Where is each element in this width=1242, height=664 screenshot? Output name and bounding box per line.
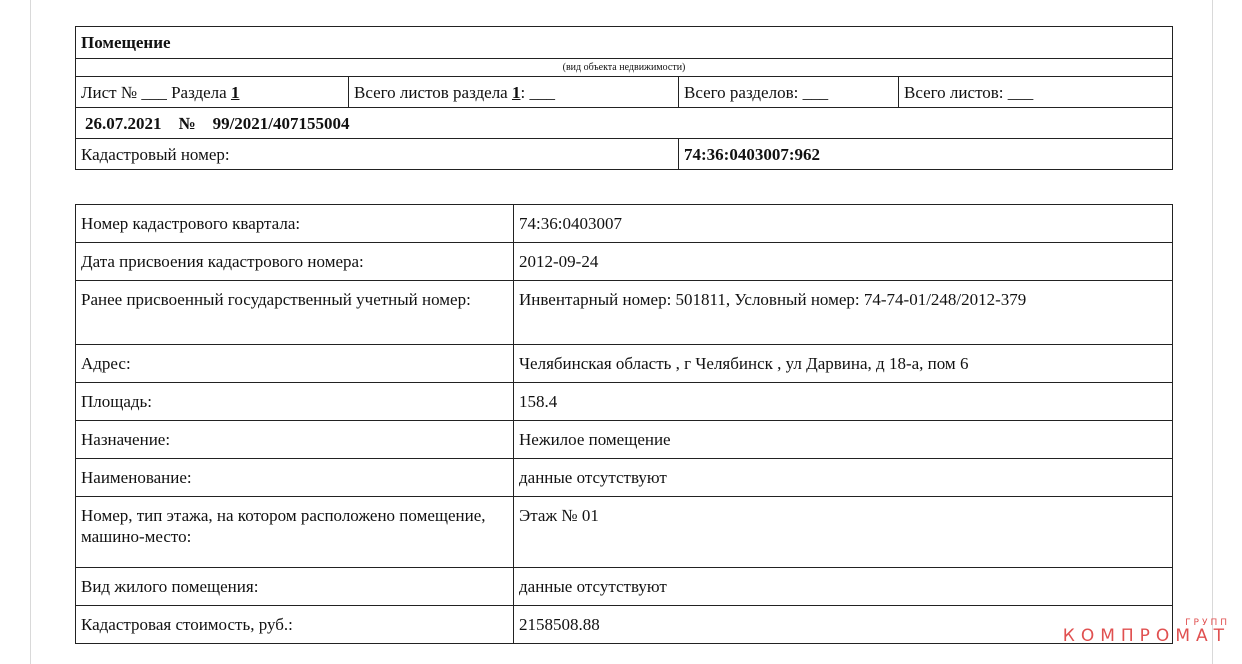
date-and-number: 26.07.2021 № 99/2021/407155004 [76,108,1173,139]
row-value: Этаж № 01 [514,497,1173,568]
row-label: Наименование: [76,459,514,497]
total-sections-cell: Всего разделов: ___ [679,77,899,108]
total-sheets-section-cell [349,77,679,108]
row-value: данные отсутствуют [514,568,1173,606]
property-details-table [75,204,1173,644]
sheet-label: Лист № ___ Раздела [81,82,227,102]
table-row [76,459,1173,497]
total-sheets-section-label: Всего листов раздела [354,82,508,102]
right-frame-line [1212,0,1213,664]
row-value: Челябинская область , г Челябинск , ул Дарвина, д 18-а, пом 6 [514,345,1173,383]
table-row [76,243,1173,281]
row-label: Назначение: [76,421,514,459]
sheet-section: 1 [230,82,240,102]
sheet-number-cell [76,77,349,108]
table-row [76,205,1173,243]
object-type-caption: (вид объекта недвижимости) [76,59,1173,77]
row-value: 74:36:0403007 [514,205,1173,243]
table-row [76,345,1173,383]
row-value: Нежилое помещение [514,421,1173,459]
table-row [76,281,1173,345]
row-value: 2012-09-24 [514,243,1173,281]
watermark-small: ГРУПП [1185,618,1230,628]
row-label: Номер кадастрового квартала: [76,205,514,243]
row-value: 2158508.88 [514,606,1173,644]
table-row [76,383,1173,421]
total-sheets-section-value: 1 [511,82,521,102]
total-sheets-cell: Всего листов: ___ [899,77,1173,108]
row-label: Кадастровая стоимость, руб.: [76,606,514,644]
header-table [75,26,1173,170]
row-label: Адрес: [76,345,514,383]
watermark [1063,618,1230,646]
row-value: данные отсутствуют [514,459,1173,497]
row-label: Дата присвоения кадастрового номера: [76,243,514,281]
row-value: Инвентарный номер: 501811, Условный номер: 74-74-01/248/2012-379 [514,281,1173,345]
row-label: Номер, тип этажа, на котором расположено помещение, машино-место: [76,497,514,568]
table-row [76,421,1173,459]
row-label: Вид жилого помещения: [76,568,514,606]
cadastral-number-value: 74:36:0403007:962 [679,139,1173,170]
table-row [76,568,1173,606]
total-sheets-section-tail: : ___ [520,82,555,102]
table-row [76,497,1173,568]
table-row [76,606,1173,644]
watermark-big: КОМПРОМАТ [1062,626,1230,646]
row-label: Площадь: [76,383,514,421]
object-type-title: Помещение [76,27,1173,59]
row-value: 158.4 [514,383,1173,421]
left-frame-line [30,0,31,664]
row-label: Ранее присвоенный государственный учетный номер: [76,281,514,345]
cadastral-number-label: Кадастровый номер: [76,139,679,170]
